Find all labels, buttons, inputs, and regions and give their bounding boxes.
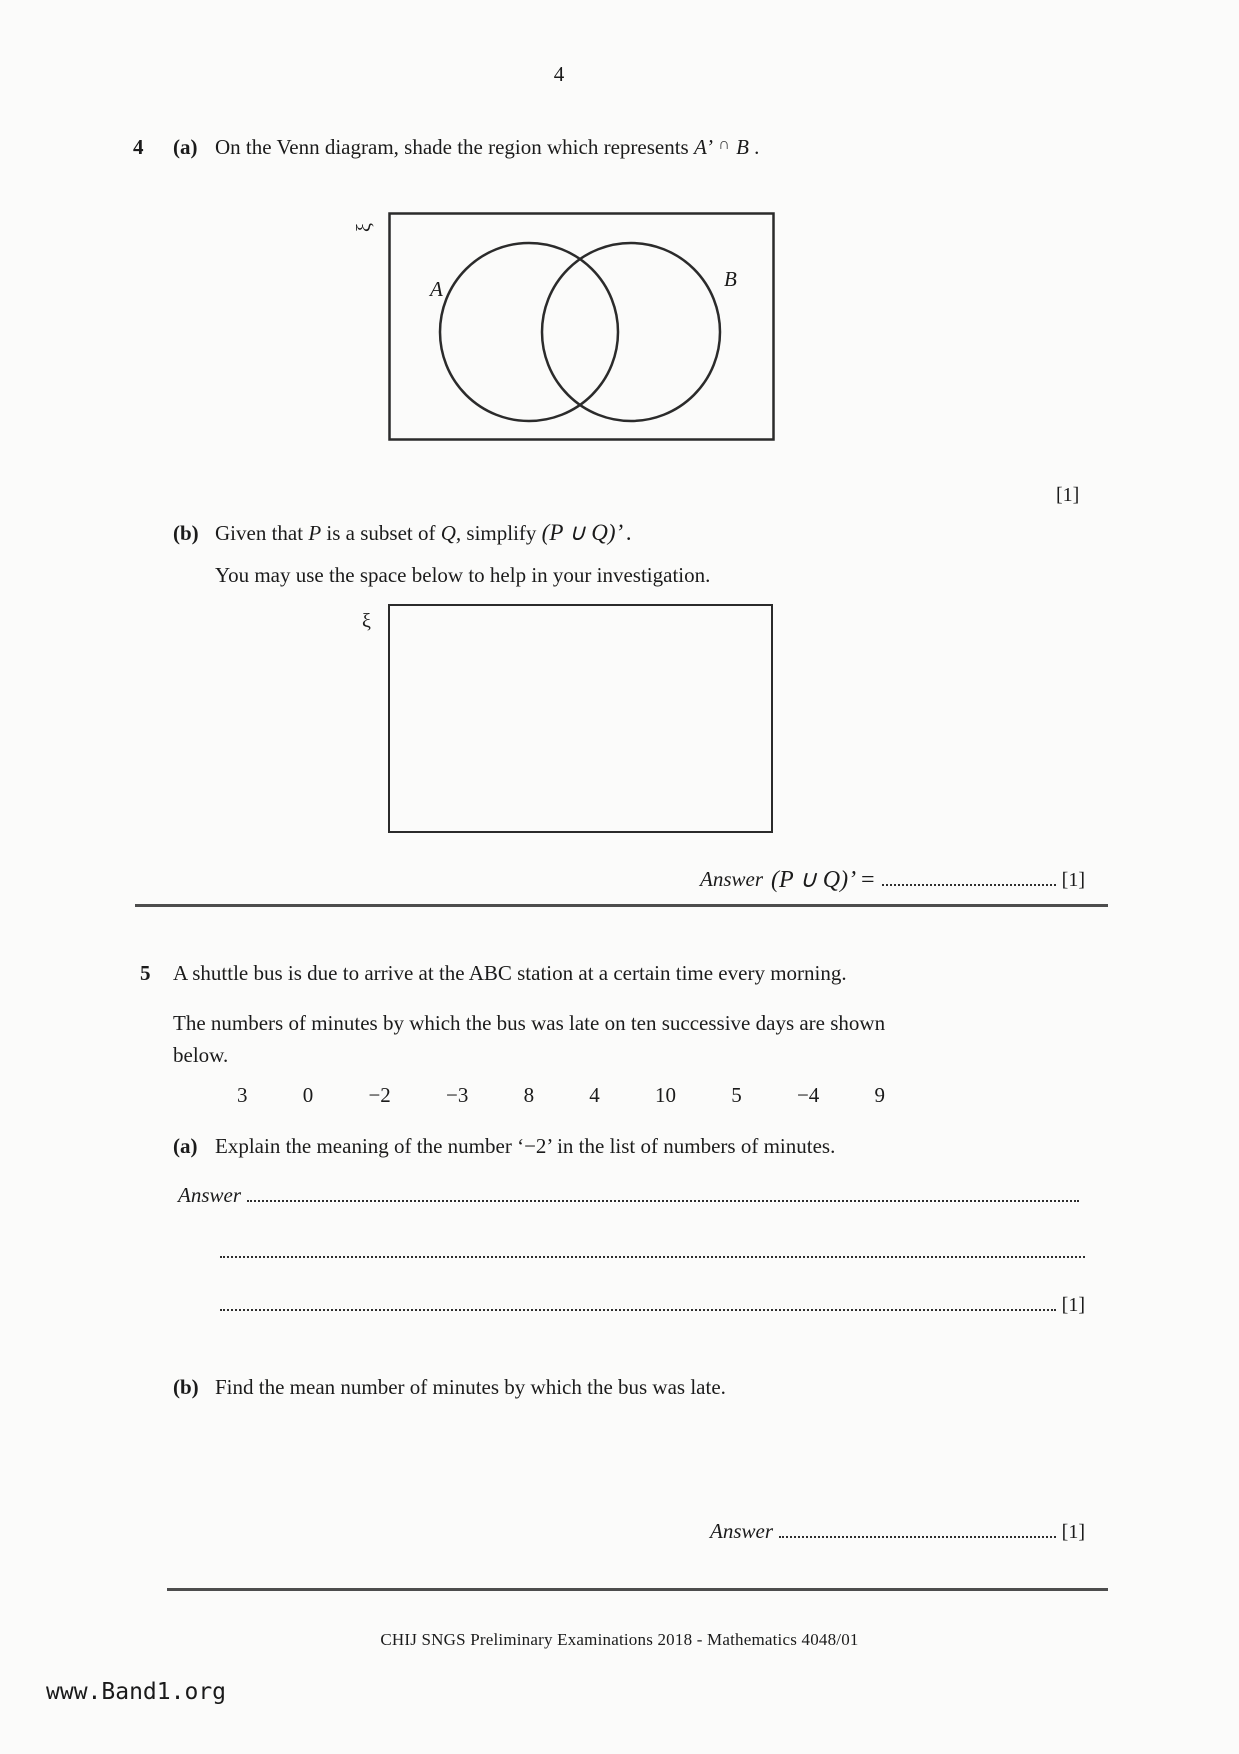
- question-text: On the Venn diagram, shade the region which represents: [215, 135, 689, 159]
- question-5-desc-line-2: below.: [173, 1043, 229, 1067]
- marks-4b: [1]: [1061, 869, 1085, 891]
- set-p: P: [308, 521, 322, 545]
- minutes-value: −4: [796, 1083, 820, 1107]
- dotted-answer-line: [220, 1236, 1085, 1258]
- watermark: www.Band1.org: [46, 1679, 227, 1705]
- page-number: 4: [553, 62, 565, 86]
- question-text: is a subset of: [326, 521, 436, 545]
- set-b-label: B: [724, 267, 737, 291]
- minutes-value: 8: [523, 1083, 535, 1107]
- answer-label: Answer: [178, 1183, 241, 1207]
- footer-divider: [167, 1588, 1108, 1591]
- circle-b: [542, 243, 720, 421]
- answer-line-5a-1: [178, 1180, 1085, 1208]
- venn-diagram: [388, 212, 775, 441]
- part-label: (a): [173, 1134, 198, 1158]
- venn-diagram-figure: [352, 212, 775, 441]
- question-text: A shuttle bus is due to arrive at the ABC station at a certain time every morning.: [173, 961, 847, 985]
- minutes-list: [237, 1083, 885, 1108]
- minutes-value: 10: [655, 1083, 676, 1107]
- minutes-value: 4: [589, 1083, 600, 1107]
- part-label: (b): [173, 521, 199, 545]
- answer-expression: (P ∪ Q)’ =: [771, 867, 876, 893]
- question-4b-hint: You may use the space below to help in your investigation.: [215, 563, 711, 587]
- question-text: Explain the meaning of the number ‘−2’ in the list of numbers of minutes.: [215, 1134, 836, 1158]
- question-5-intro: [140, 960, 1179, 986]
- footer-text: CHIJ SNGS Preliminary Examinations 2018 - Mathematics 4048/01: [380, 1630, 859, 1649]
- question-5-part-a-line: [173, 1133, 1179, 1159]
- expression-set-b: B: [736, 135, 749, 159]
- expression-p-union-q: (P ∪ Q)’ .: [541, 520, 633, 545]
- part-label: (a): [173, 135, 198, 159]
- marks-5b: [1]: [1061, 1521, 1085, 1543]
- dotted-answer-leader: [220, 1309, 1056, 1311]
- minutes-value: −2: [368, 1083, 391, 1107]
- answer-label: Answer: [710, 1519, 773, 1543]
- set-q: Q,: [440, 521, 462, 545]
- question-number: 4: [133, 135, 144, 159]
- dotted-answer-leader: [882, 884, 1056, 886]
- minutes-value: 5: [731, 1083, 742, 1107]
- circle-a: [440, 243, 618, 421]
- dotted-answer-leader: [247, 1200, 1079, 1202]
- minutes-value: −3: [446, 1083, 469, 1107]
- part-label: (b): [173, 1375, 199, 1399]
- minutes-value: 0: [302, 1083, 314, 1107]
- question-number: 5: [140, 961, 151, 985]
- dotted-answer-leader: [779, 1536, 1056, 1538]
- universal-set-label: ξ: [362, 610, 371, 632]
- marks-4a: [1]: [1056, 484, 1080, 506]
- minutes-value: 3: [237, 1083, 248, 1107]
- intersection-symbol: ∩: [718, 136, 731, 153]
- question-5-part-b-line: [173, 1374, 1179, 1400]
- answer-line-5b: [710, 1514, 1085, 1544]
- section-divider: [135, 904, 1108, 907]
- question-5-desc-line-1: The numbers of minutes by which the bus was late on ten successive days are shown: [173, 1011, 886, 1035]
- expression-set-a: A’: [693, 135, 714, 159]
- question-text: Find the mean number of minutes by which the bus was late.: [215, 1375, 726, 1399]
- answer-label: Answer: [700, 867, 763, 891]
- answer-line-5a-3: [220, 1291, 1085, 1317]
- question-4-part-b-line: [173, 519, 1179, 548]
- universal-set-label: ξ: [352, 223, 375, 232]
- question-text: Given that: [215, 521, 304, 545]
- minutes-value: 9: [874, 1083, 885, 1107]
- expression-period: .: [754, 135, 760, 159]
- question-text: simplify: [466, 521, 537, 545]
- question-4-part-a-line: [133, 134, 1179, 160]
- set-a-label: A: [430, 277, 443, 301]
- answer-line-4b: [700, 856, 1085, 892]
- marks-5a: [1]: [1061, 1294, 1085, 1316]
- working-space-box: [362, 604, 773, 833]
